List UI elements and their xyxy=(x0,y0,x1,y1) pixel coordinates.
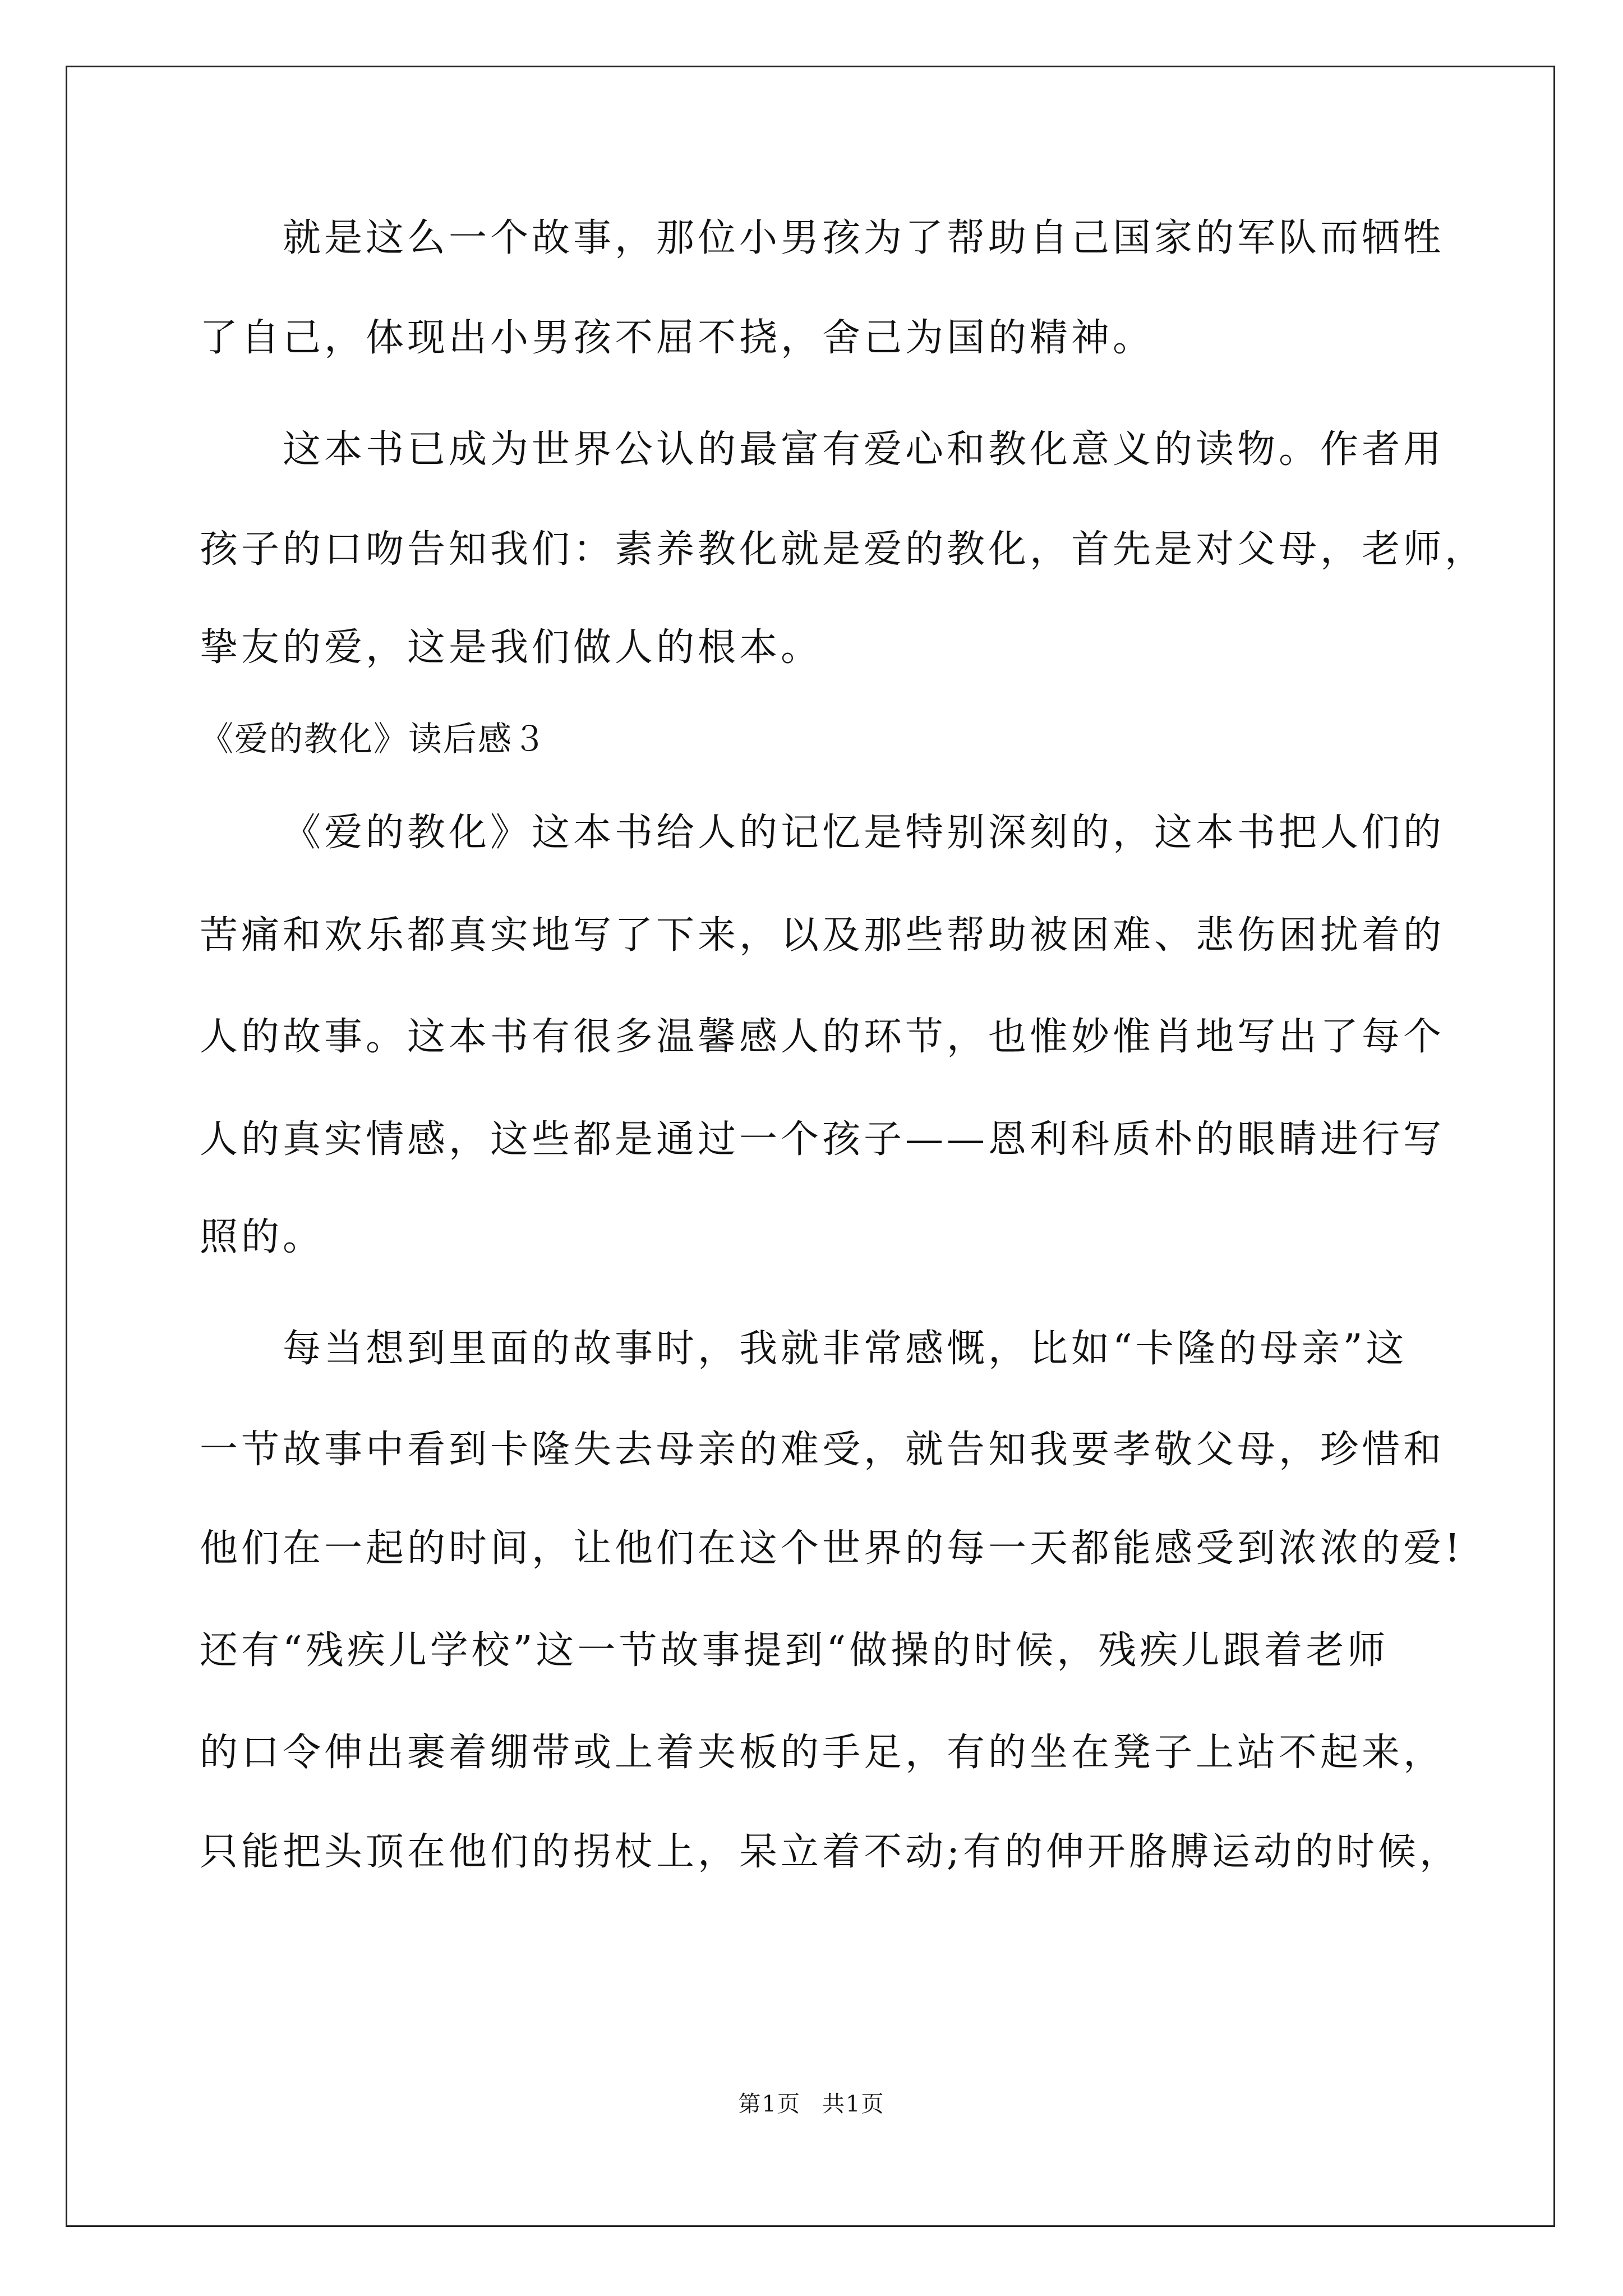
paragraph-1-line-2: 了自己，体现出小男孩不屈不挠，舍己为国的精神。 xyxy=(200,316,1155,360)
paragraph-4-line-4: 还有“残疾儿学校”这一节故事提到“做操的时候，残疾儿跟着老师 xyxy=(200,1628,1389,1673)
page-footer xyxy=(0,2090,1623,2118)
paragraph-2-line-1: 这本书已成为世界公认的最富有爱心和教化意义的读物。作者用 xyxy=(283,427,1445,472)
section-heading: 《爱的教化》读后感３ xyxy=(200,720,547,759)
paragraph-4-line-5: 的口令伸出裹着绷带或上着夹板的手足，有的坐在凳子上站不起来， xyxy=(200,1731,1445,1775)
paragraph-2-line-2: 孩子的口吻告知我们：素养教化就是爱的教化，首先是对父母，老师， xyxy=(200,527,1487,572)
paragraph-3-line-5: 照的。 xyxy=(200,1215,325,1259)
paragraph-3-line-1: 《爱的教化》这本书给人的记忆是特别深刻的，这本书把人们的 xyxy=(283,811,1445,855)
paragraph-4-line-6: 只能把头顶在他们的拐杖上，呆立着不动;有的伸开胳膊运动的时候， xyxy=(200,1830,1461,1874)
paragraph-1-line-1: 就是这么一个故事，那位小男孩为了帮助自己国家的军队而牺牲 xyxy=(283,216,1445,260)
page-total: 共1页 xyxy=(822,2091,885,2117)
paragraph-3-line-2: 苦痛和欢乐都真实地写了下来，以及那些帮助被困难、悲伤困扰着的 xyxy=(200,913,1445,958)
paragraph-4-line-3: 他们在一起的时间，让他们在这个世界的每一天都能感受到浓浓的爱! xyxy=(200,1526,1464,1571)
paragraph-3-line-4: 人的真实情感，这些都是通过一个孩子——恩利科质朴的眼睛进行写 xyxy=(200,1117,1445,1162)
paragraph-3-line-3: 人的故事。这本书有很多温馨感人的环节，也惟妙惟肖地写出了每个 xyxy=(200,1015,1445,1059)
paragraph-4-line-2: 一节故事中看到卡隆失去母亲的难受，就告知我要孝敬父母，珍惜和 xyxy=(200,1428,1445,1472)
page-number: 第1页 xyxy=(738,2091,801,2117)
paragraph-2-line-3: 挚友的爱，这是我们做人的根本。 xyxy=(200,625,823,670)
paragraph-4-line-1: 每当想到里面的故事时，我就非常感慨，比如“卡隆的母亲”这 xyxy=(283,1327,1408,1371)
